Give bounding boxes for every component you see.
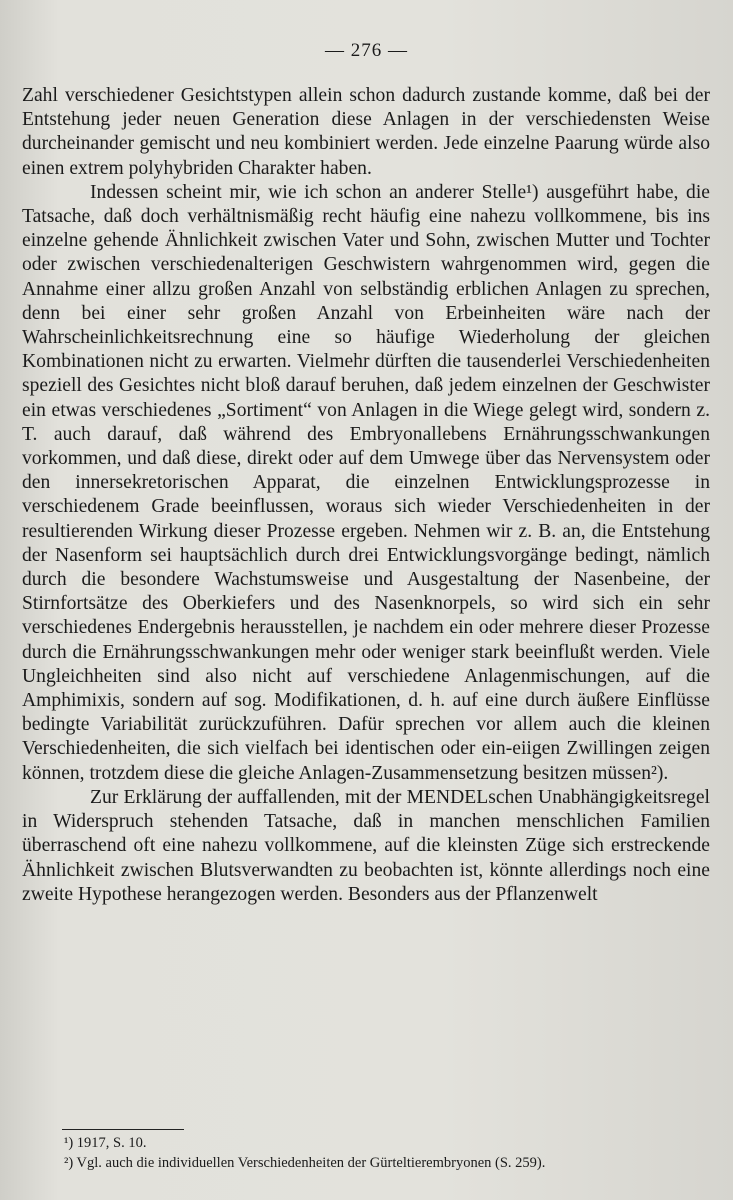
paragraph-2: Indessen scheint mir, wie ich schon an anderer Stelle¹) ausgeführt habe, die Tatsache, daß doch verhältnismäßig recht häufig eine nahezu vollkommene, bis ins einzelne gehende Ähnlichkeit zwischen Vater und Sohn, zwischen Mutter und Tochter oder zwischen verschiedenalterigen Geschwistern wahrgenommen wird, gegen die Annahme einer allzu großen Anzahl von selbständig erblichen Anlagen zu sprechen, denn bei einer sehr großen Anzahl von Erbeinheiten wäre nach der Wahrscheinlichkeitsrechnung eine so häufige Wiederholung der gleichen Kombinationen nicht zu erwarten. Vielmehr dürften die tausenderlei Verschiedenheiten speziell des Gesichtes nicht bloß darauf beruhen, daß jedem einzelnen der Geschwister ein etwas verschiedenes „Sortiment“ von Anlagen in die Wiege gelegt wird, sondern z. T. auch darauf, daß während des Embryonallebens Ernährungsschwankungen vorkommen, und daß diese, direkt oder auf dem Umwege über das Nervensystem oder den innersekretorischen Apparat, die einzelnen Entwicklungsprozesse in verschiedenem Grade beeinflussen, woraus sich wieder Verschiedenheiten in der resultierenden Wirkung dieser Prozesse ergeben. Nehmen wir z. B. an, die Entstehung der Nasenform sei hauptsächlich durch drei Entwicklungsvorgänge bedingt, nämlich durch die besondere Wachstumsweise und Ausgestaltung der Nasenbeine, der Stirnfortsätze des Oberkiefers und des Nasenknorpels, so wird sich ein sehr verschiedenes Endergebnis herausstellen, je nachdem ein oder mehrere dieser Prozesse durch die Ernährungsschwankungen mehr oder weniger stark beeinflußt werden. Viele Ungleichheiten sind also nicht auf verschiedene Anlagenmischungen, auf die Amphimixis, sondern auf sog. Modifikationen, d. h. auf eine durch äußere Einflüsse bedingte Variabilität zurückzuführen. Dafür sprechen vor allem auch die kleinen Verschiedenheiten, die sich vielfach bei identischen oder ein-eiigen Zwillingen zeigen können, trotzdem diese die gleiche Anlagen-Zusammensetzung besitzen müssen²). [22, 181, 710, 784]
footnote-1: ¹) 1917, S. 10. [64, 1135, 147, 1151]
footnote-divider [62, 1129, 184, 1130]
body-text [22, 84, 710, 907]
page-number: — 276 — [325, 40, 408, 61]
paragraph-1: Zahl verschiedener Gesichtstypen allein schon dadurch zustande komme, daß bei der Entstehung jeder neuen Generation diese Anlagen in der verschiedensten Weise durcheinander gemischt und neu kombiniert werden. Jede einzelne Paarung würde also einen extrem polyhybriden Charakter haben. [22, 85, 710, 179]
paragraph-3: Zur Erklärung der auffallenden, mit der MENDELschen Unabhängigkeitsregel in Widerspruch stehenden Tatsache, daß in manchen menschlichen Familien überraschend oft eine nahezu vollkommene, auf die kleinsten Züge sich erstreckende Ähnlichkeit zwischen Blutsverwandten zu beobachten ist, könnte allerdings noch eine zweite Hypothese herangezogen werden. Besonders aus der Pflanzenwelt [22, 786, 710, 905]
footnotes [64, 1133, 714, 1173]
footnote-2: ²) Vgl. auch die individuellen Verschiedenheiten der Gürteltierembryonen (S. 259). [64, 1155, 546, 1171]
